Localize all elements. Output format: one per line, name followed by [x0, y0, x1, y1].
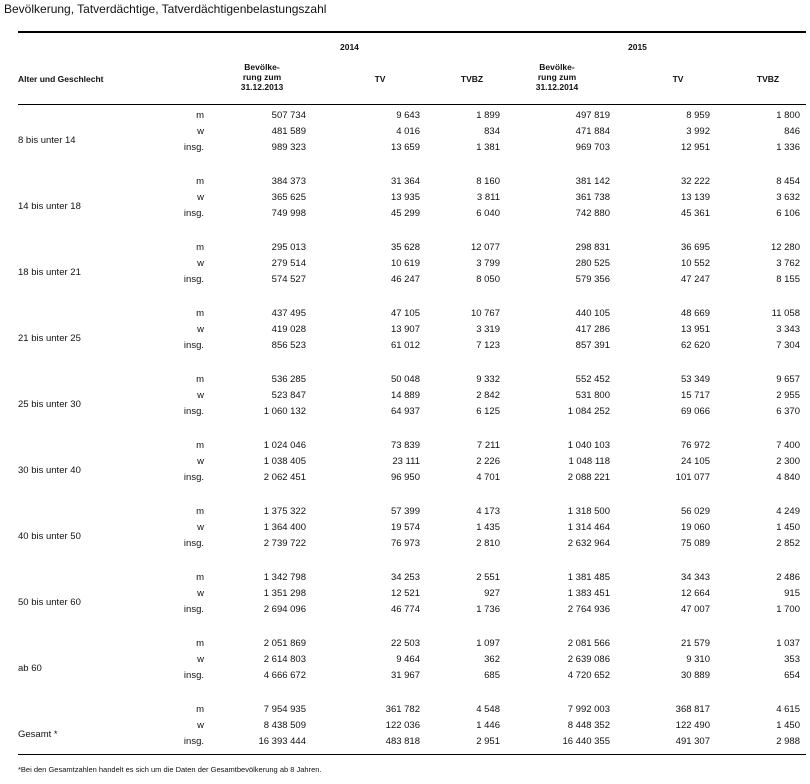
value-cell: 279 514 [271, 258, 306, 269]
table-row [0, 472, 810, 487]
sex-cell: m [196, 242, 204, 253]
value-cell: 4 840 [776, 472, 800, 483]
value-cell: 3 992 [686, 126, 710, 137]
value-cell: 4 016 [396, 126, 420, 137]
sex-cell: insg. [183, 736, 204, 747]
value-cell: 12 077 [470, 242, 500, 253]
header-rule [18, 104, 806, 105]
value-cell: 6 125 [476, 406, 500, 417]
row-group [0, 374, 810, 434]
sex-cell: w [197, 654, 204, 665]
value-cell: 2 764 936 [567, 604, 610, 615]
value-cell: 4 615 [776, 704, 800, 715]
value-cell: 2 951 [476, 736, 500, 747]
value-cell: 9 643 [396, 110, 420, 121]
value-cell: 3 343 [776, 324, 800, 335]
value-cell: 34 343 [680, 572, 710, 583]
sex-cell: m [196, 440, 204, 451]
value-cell: 2 955 [776, 390, 800, 401]
row-group [0, 506, 810, 566]
value-cell: 31 967 [390, 670, 420, 681]
group-label: Gesamt * [18, 729, 58, 740]
row-group [0, 638, 810, 698]
value-cell: 19 060 [680, 522, 710, 533]
value-cell: 365 625 [271, 192, 306, 203]
sex-cell: w [197, 522, 204, 533]
sex-cell: m [196, 110, 204, 121]
value-cell: 856 523 [271, 340, 306, 351]
value-cell: 1 446 [476, 720, 500, 731]
col-pop-2015-line3: 31.12.2014 [535, 82, 579, 92]
value-cell: 7 400 [776, 440, 800, 451]
value-cell: 4 701 [476, 472, 500, 483]
table-row [0, 126, 810, 141]
value-cell: 8 454 [776, 176, 800, 187]
value-cell: 8 160 [476, 176, 500, 187]
value-cell: 2 694 096 [263, 604, 306, 615]
col-tvbz-2015: TVBZ [756, 74, 780, 84]
value-cell: 12 951 [680, 142, 710, 153]
value-cell: 353 [784, 654, 800, 665]
value-cell: 3 762 [776, 258, 800, 269]
value-cell: 2 062 451 [263, 472, 306, 483]
group-label: 8 bis unter 14 [18, 135, 76, 146]
top-rule [18, 31, 806, 33]
table-row [0, 654, 810, 669]
table-row [0, 720, 810, 735]
table-row [0, 670, 810, 685]
sex-cell: insg. [183, 340, 204, 351]
value-cell: 6 370 [776, 406, 800, 417]
value-cell: 76 972 [680, 440, 710, 451]
sex-cell: m [196, 704, 204, 715]
col-pop-2015-line1: Bevölke- [539, 62, 575, 72]
sex-cell: insg. [183, 604, 204, 615]
table-row [0, 324, 810, 339]
value-cell: 12 521 [390, 588, 420, 599]
value-cell: 927 [484, 588, 500, 599]
value-cell: 1 038 405 [263, 456, 306, 467]
table-row [0, 572, 810, 587]
value-cell: 2 852 [776, 538, 800, 549]
value-cell: 13 139 [680, 192, 710, 203]
col-pop-2015-line2: rung zum [537, 72, 577, 82]
table-row [0, 258, 810, 273]
value-cell: 381 142 [575, 176, 610, 187]
value-cell: 361 738 [575, 192, 610, 203]
col-pop-2014-line2: rung zum [242, 72, 282, 82]
value-cell: 857 391 [575, 340, 610, 351]
value-cell: 654 [784, 670, 800, 681]
value-cell: 2 088 221 [567, 472, 610, 483]
value-cell: 16 393 444 [258, 736, 306, 747]
footnote: *Bei den Gesamtzahlen handelt es sich um die Daten der Gesamtbevölkerung ab 8 Jahren. [18, 765, 322, 774]
year-2014-heading: 2014 [340, 42, 359, 52]
value-cell: 9 332 [476, 374, 500, 385]
group-label: 50 bis unter 60 [18, 597, 81, 608]
table-row [0, 308, 810, 323]
sex-cell: w [197, 126, 204, 137]
value-cell: 53 349 [680, 374, 710, 385]
value-cell: 419 028 [271, 324, 306, 335]
value-cell: 2 051 869 [263, 638, 306, 649]
col-tvbz-2014: TVBZ [460, 74, 484, 84]
value-cell: 417 286 [575, 324, 610, 335]
value-cell: 122 490 [675, 720, 710, 731]
value-cell: 12 280 [770, 242, 800, 253]
value-cell: 1 800 [776, 110, 800, 121]
sex-cell: insg. [183, 274, 204, 285]
value-cell: 34 253 [390, 572, 420, 583]
table-row [0, 406, 810, 421]
value-cell: 1 097 [476, 638, 500, 649]
value-cell: 2 639 086 [567, 654, 610, 665]
value-cell: 362 [484, 654, 500, 665]
table-row [0, 604, 810, 619]
value-cell: 1 342 798 [263, 572, 306, 583]
value-cell: 4 720 652 [567, 670, 610, 681]
value-cell: 3 319 [476, 324, 500, 335]
value-cell: 2 551 [476, 572, 500, 583]
value-cell: 2 081 566 [567, 638, 610, 649]
value-cell: 1 060 132 [263, 406, 306, 417]
value-cell: 69 066 [680, 406, 710, 417]
value-cell: 1 381 485 [567, 572, 610, 583]
value-cell: 8 050 [476, 274, 500, 285]
value-cell: 483 818 [385, 736, 420, 747]
col-pop-2014-line3: 31.12.2013 [240, 82, 284, 92]
col-population-2014 [218, 62, 306, 92]
value-cell: 969 703 [575, 142, 610, 153]
col-population-2015 [512, 62, 602, 92]
value-cell: 76 973 [390, 538, 420, 549]
value-cell: 1 899 [476, 110, 500, 121]
value-cell: 1 084 252 [567, 406, 610, 417]
value-cell: 23 111 [392, 456, 420, 467]
sex-cell: w [197, 720, 204, 731]
value-cell: 471 884 [575, 126, 610, 137]
col-tv-2015: TV [672, 74, 684, 84]
sex-cell: insg. [183, 406, 204, 417]
value-cell: 1 435 [476, 522, 500, 533]
table-row [0, 390, 810, 405]
value-cell: 846 [784, 126, 800, 137]
col-tv-2014: TV [374, 74, 386, 84]
value-cell: 280 525 [575, 258, 610, 269]
value-cell: 2 300 [776, 456, 800, 467]
sex-cell: insg. [183, 670, 204, 681]
value-cell: 9 310 [686, 654, 710, 665]
value-cell: 46 774 [390, 604, 420, 615]
table-row [0, 208, 810, 223]
table-row [0, 110, 810, 125]
value-cell: 989 323 [271, 142, 306, 153]
value-cell: 491 307 [675, 736, 710, 747]
value-cell: 30 889 [680, 670, 710, 681]
value-cell: 1 736 [476, 604, 500, 615]
value-cell: 1 381 [476, 142, 500, 153]
value-cell: 9 464 [396, 654, 420, 665]
value-cell: 3 799 [476, 258, 500, 269]
sex-cell: insg. [183, 208, 204, 219]
table-row [0, 588, 810, 603]
value-cell: 368 817 [675, 704, 710, 715]
sex-cell: w [197, 588, 204, 599]
value-cell: 19 574 [390, 522, 420, 533]
value-cell: 7 954 935 [263, 704, 306, 715]
value-cell: 101 077 [675, 472, 710, 483]
value-cell: 13 907 [390, 324, 420, 335]
value-cell: 531 800 [575, 390, 610, 401]
value-cell: 21 579 [680, 638, 710, 649]
value-cell: 62 620 [680, 340, 710, 351]
table-row [0, 274, 810, 289]
sex-cell: m [196, 506, 204, 517]
value-cell: 1 314 464 [567, 522, 610, 533]
value-cell: 437 495 [271, 308, 306, 319]
value-cell: 507 734 [271, 110, 306, 121]
sex-cell: w [197, 390, 204, 401]
value-cell: 1 364 400 [263, 522, 306, 533]
value-cell: 46 247 [390, 274, 420, 285]
value-cell: 2 486 [776, 572, 800, 583]
sex-cell: m [196, 176, 204, 187]
value-cell: 1 048 118 [568, 456, 610, 467]
value-cell: 122 036 [385, 720, 420, 731]
value-cell: 11 058 [771, 308, 800, 319]
value-cell: 7 123 [476, 340, 500, 351]
table-row [0, 192, 810, 207]
value-cell: 45 361 [680, 208, 710, 219]
value-cell: 295 013 [271, 242, 306, 253]
col-pop-2014-line1: Bevölke- [244, 62, 280, 72]
value-cell: 3 632 [776, 192, 800, 203]
value-cell: 36 695 [680, 242, 710, 253]
value-cell: 834 [484, 126, 500, 137]
value-cell: 2 842 [476, 390, 500, 401]
value-cell: 8 448 352 [567, 720, 610, 731]
value-cell: 2 739 722 [263, 538, 306, 549]
value-cell: 56 029 [680, 506, 710, 517]
value-cell: 10 552 [680, 258, 710, 269]
value-cell: 749 998 [271, 208, 306, 219]
table-row [0, 638, 810, 653]
value-cell: 915 [784, 588, 800, 599]
value-cell: 1 450 [776, 720, 800, 731]
value-cell: 2 810 [476, 538, 500, 549]
value-cell: 13 951 [680, 324, 710, 335]
sex-cell: m [196, 308, 204, 319]
value-cell: 298 831 [575, 242, 610, 253]
value-cell: 1 351 298 [263, 588, 306, 599]
value-cell: 685 [484, 670, 500, 681]
value-cell: 6 040 [476, 208, 500, 219]
value-cell: 384 373 [271, 176, 306, 187]
value-cell: 4 666 672 [263, 670, 306, 681]
row-group [0, 308, 810, 368]
value-cell: 32 222 [680, 176, 710, 187]
group-label: 21 bis unter 25 [18, 333, 81, 344]
value-cell: 7 211 [476, 440, 500, 451]
value-cell: 2 614 803 [263, 654, 306, 665]
table-row [0, 736, 810, 751]
value-cell: 45 299 [390, 208, 420, 219]
row-group [0, 704, 810, 764]
value-cell: 552 452 [575, 374, 610, 385]
value-cell: 1 450 [776, 522, 800, 533]
sex-cell: w [197, 456, 204, 467]
table-row [0, 440, 810, 455]
value-cell: 8 155 [776, 274, 800, 285]
sex-cell: insg. [183, 142, 204, 153]
value-cell: 4 173 [476, 506, 500, 517]
group-label: 25 bis unter 30 [18, 399, 81, 410]
value-cell: 1 375 322 [263, 506, 306, 517]
sex-cell: w [197, 192, 204, 203]
value-cell: 6 106 [776, 208, 800, 219]
row-label-heading: Alter und Geschlecht [18, 74, 104, 84]
table-row [0, 456, 810, 471]
value-cell: 15 717 [680, 390, 710, 401]
row-group [0, 176, 810, 236]
value-cell: 4 548 [476, 704, 500, 715]
sex-cell: insg. [183, 472, 204, 483]
value-cell: 1 040 103 [567, 440, 610, 451]
value-cell: 13 659 [390, 142, 420, 153]
value-cell: 2 226 [476, 456, 500, 467]
value-cell: 1 383 451 [567, 588, 610, 599]
value-cell: 10 619 [390, 258, 420, 269]
table-row [0, 522, 810, 537]
value-cell: 16 440 355 [562, 736, 610, 747]
value-cell: 1 024 046 [263, 440, 306, 451]
value-cell: 50 048 [390, 374, 420, 385]
value-cell: 10 767 [470, 308, 500, 319]
year-2015-heading: 2015 [628, 42, 647, 52]
value-cell: 481 589 [271, 126, 306, 137]
bottom-rule [18, 754, 806, 755]
value-cell: 7 304 [776, 340, 800, 351]
value-cell: 13 935 [390, 192, 420, 203]
table-title: Bevölkerung, Tatverdächtige, Tatverdächtigenbelastungszahl [4, 2, 327, 16]
value-cell: 57 399 [390, 506, 420, 517]
table-row [0, 374, 810, 389]
value-cell: 574 527 [271, 274, 306, 285]
group-label: ab 60 [18, 663, 42, 674]
value-cell: 1 318 500 [567, 506, 610, 517]
group-label: 18 bis unter 21 [18, 267, 81, 278]
value-cell: 536 285 [271, 374, 306, 385]
row-group [0, 242, 810, 302]
value-cell: 12 664 [680, 588, 710, 599]
value-cell: 96 950 [390, 472, 420, 483]
sex-cell: insg. [183, 538, 204, 549]
value-cell: 61 012 [390, 340, 420, 351]
value-cell: 1 037 [776, 638, 800, 649]
sex-cell: m [196, 374, 204, 385]
value-cell: 64 937 [390, 406, 420, 417]
group-label: 30 bis unter 40 [18, 465, 81, 476]
value-cell: 8 959 [686, 110, 710, 121]
row-group [0, 572, 810, 632]
value-cell: 1 700 [776, 604, 800, 615]
value-cell: 31 364 [390, 176, 420, 187]
sex-cell: w [197, 324, 204, 335]
group-label: 40 bis unter 50 [18, 531, 81, 542]
sex-cell: w [197, 258, 204, 269]
value-cell: 4 249 [776, 506, 800, 517]
value-cell: 75 089 [680, 538, 710, 549]
value-cell: 1 336 [776, 142, 800, 153]
value-cell: 9 657 [776, 374, 800, 385]
value-cell: 2 632 964 [567, 538, 610, 549]
value-cell: 523 847 [271, 390, 306, 401]
value-cell: 440 105 [575, 308, 610, 319]
value-cell: 48 669 [680, 308, 710, 319]
table-row [0, 340, 810, 355]
value-cell: 14 889 [390, 390, 420, 401]
table-row [0, 538, 810, 553]
value-cell: 73 839 [390, 440, 420, 451]
table-row [0, 142, 810, 157]
table-row [0, 506, 810, 521]
value-cell: 47 007 [680, 604, 710, 615]
table-row [0, 176, 810, 191]
value-cell: 24 105 [680, 456, 710, 467]
value-cell: 7 992 003 [567, 704, 610, 715]
value-cell: 742 880 [575, 208, 610, 219]
value-cell: 8 438 509 [263, 720, 306, 731]
row-group [0, 110, 810, 170]
sex-cell: m [196, 572, 204, 583]
table-row [0, 242, 810, 257]
value-cell: 47 105 [390, 308, 420, 319]
value-cell: 2 988 [776, 736, 800, 747]
row-group [0, 440, 810, 500]
value-cell: 497 819 [575, 110, 610, 121]
table-row [0, 704, 810, 719]
value-cell: 3 811 [476, 192, 500, 203]
value-cell: 47 247 [680, 274, 710, 285]
group-label: 14 bis unter 18 [18, 201, 81, 212]
value-cell: 361 782 [385, 704, 420, 715]
value-cell: 35 628 [390, 242, 420, 253]
value-cell: 22 503 [390, 638, 420, 649]
sex-cell: m [196, 638, 204, 649]
value-cell: 579 356 [575, 274, 610, 285]
